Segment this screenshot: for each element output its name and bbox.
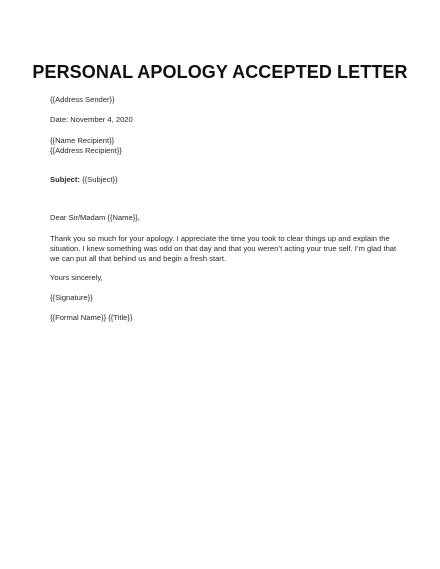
address-sender-text: {{Address Sender}}	[50, 95, 115, 104]
recipient-block	[50, 136, 395, 156]
letter-title: PERSONAL APOLOGY ACCEPTED LETTER	[32, 62, 408, 82]
date-text: Date: November 4, 2020	[50, 115, 133, 124]
closing	[50, 273, 395, 283]
body-line: we can put all that behind us and begin a fresh start.	[50, 254, 227, 263]
subject-value: {{Subject}}	[79, 175, 118, 184]
formal-name-title	[50, 313, 395, 323]
name-recipient: {{Name Recipient}}	[50, 136, 115, 145]
formal-name-title-text: {{Formal Name}} {{Title}}	[50, 313, 133, 322]
subject-label: Subject:	[50, 175, 80, 184]
subject-line	[50, 175, 395, 185]
salutation	[50, 213, 395, 223]
body-line: Thank you so much for your apology. I appreciate the time you took to clear things up and explain the	[50, 234, 390, 243]
date-line	[50, 115, 395, 125]
address-recipient: {{Address Recipient}}	[50, 146, 122, 155]
signature-text: {{Signature}}	[50, 293, 93, 302]
address-sender	[50, 95, 395, 105]
salutation-text: Dear Sir/Madam {{Name}},	[50, 213, 140, 222]
closing-text: Yours sincerely,	[50, 273, 103, 282]
body-paragraph	[50, 234, 395, 264]
signature	[50, 293, 395, 303]
body-line: situation. I knew something was odd on that day and that you weren’t acting your true self. I’m glad that	[50, 244, 397, 253]
